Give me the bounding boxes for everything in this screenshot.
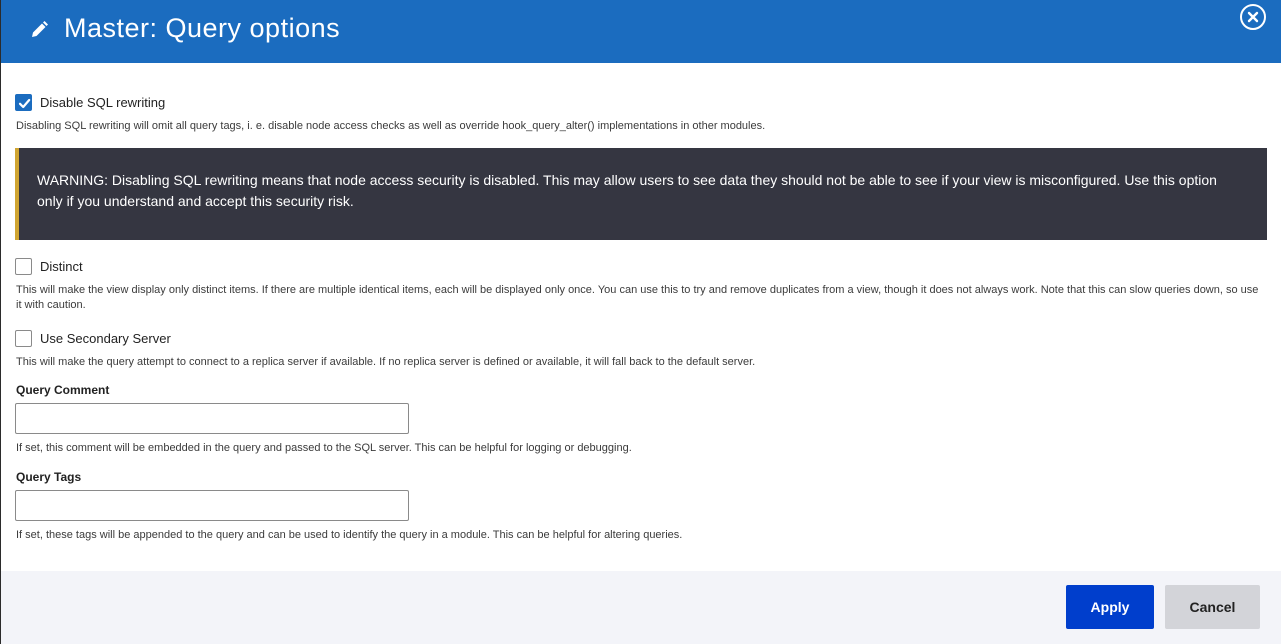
- disable-sql-rewriting-label[interactable]: Disable SQL rewriting: [40, 94, 166, 110]
- close-button[interactable]: [1240, 4, 1266, 30]
- dialog-content: [1, 63, 1281, 571]
- disable-sql-rewriting-row: [15, 93, 165, 111]
- close-icon: [1247, 11, 1259, 23]
- distinct-description: This will make the view display only distinct items. If there are multiple identical items, each will be displayed only once. You can use this to try and remove duplicates from a view, though it does not always work. Note that this can slow queries down, so use it with caution.: [16, 284, 1259, 311]
- security-warning: WARNING: Disabling SQL rewriting means that node access security is disabled. This may allow users to see data they should not be able to see if your view is misconfigured. Use this option only if you understand and accept this security risk.: [15, 148, 1267, 240]
- secondary-server-checkbox[interactable]: [15, 330, 32, 347]
- secondary-server-row: [15, 329, 171, 347]
- query-tags-input[interactable]: [15, 490, 409, 521]
- secondary-server-label[interactable]: Use Secondary Server: [40, 330, 171, 346]
- dialog-footer: [1, 571, 1281, 644]
- disable-sql-rewriting-checkbox[interactable]: [15, 94, 32, 111]
- query-tags-label: Query Tags: [16, 470, 82, 484]
- checkmark-icon: [18, 97, 31, 110]
- secondary-server-description: This will make the query attempt to connect to a replica server if available. If no replica server is defined or available, it will fall back to the default server.: [16, 356, 756, 368]
- query-comment-description: If set, this comment will be embedded in the query and passed to the SQL server. This can be helpful for logging or debugging.: [16, 442, 632, 454]
- query-tags-description: If set, these tags will be appended to the query and can be used to identify the query in a module. This can be helpful for altering queries.: [16, 529, 683, 541]
- distinct-row: [15, 257, 83, 275]
- apply-button[interactable]: Apply: [1066, 585, 1154, 629]
- pencil-icon: [28, 19, 50, 41]
- dialog-title: Master: Query options: [64, 13, 341, 43]
- dialog-titlebar: [1, 0, 1281, 63]
- query-comment-input[interactable]: [15, 403, 409, 434]
- cancel-button[interactable]: Cancel: [1165, 585, 1260, 629]
- query-options-dialog: [1, 0, 1281, 644]
- query-comment-label: Query Comment: [16, 383, 110, 397]
- disable-sql-rewriting-description: Disabling SQL rewriting will omit all query tags, i. e. disable node access checks as well as override hook_query_alter() implementations in other modules.: [16, 120, 766, 132]
- distinct-label[interactable]: Distinct: [40, 258, 83, 274]
- distinct-checkbox[interactable]: [15, 258, 32, 275]
